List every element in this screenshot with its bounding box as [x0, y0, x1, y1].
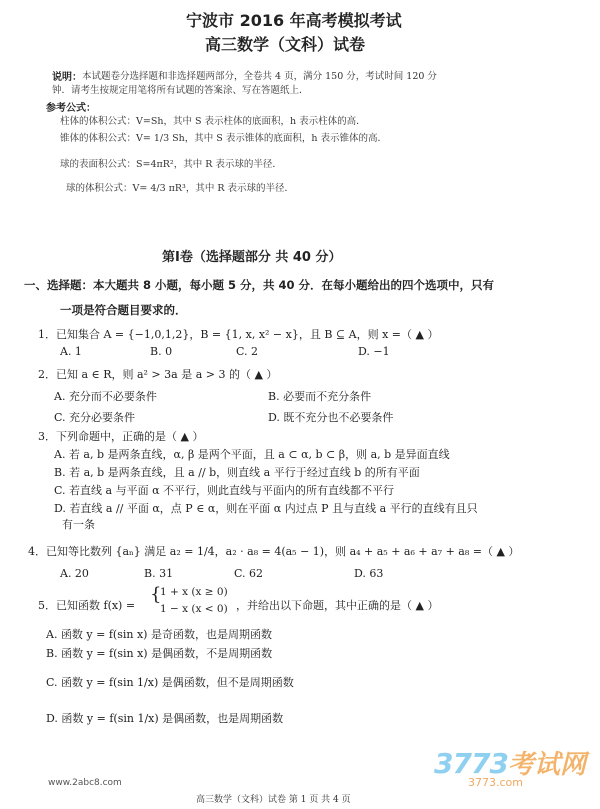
- piecewise-brace: {: [150, 584, 162, 605]
- question-3-stem: 3．下列命题中，正确的是（ ▲ ）: [38, 430, 204, 443]
- question-4-stem: 4．已知等比数列 {aₙ} 满足 a₂ = 1/4，a₂ · a₈ = 4(a₅ − 1)，则 a₄ + a₅ + a₆ + a₇ + a₈ =（ ▲ ）: [28, 545, 520, 558]
- question-5-stem: 5．已知函数 f(x) =: [38, 599, 136, 612]
- watermark-logo-text: 考试网: [507, 750, 586, 780]
- question-3-option-c: C. 若直线 a 与平面 α 不平行，则此直线与平面内的所有直线都不平行: [54, 484, 394, 497]
- formula-label: 参考公式：: [46, 103, 96, 114]
- question-5-stem-cont: ，并给出以下命题，其中正确的是（ ▲ ）: [236, 599, 439, 612]
- piecewise-case-2: 1 − x (x < 0): [160, 603, 228, 615]
- question-5-option-d: D. 函数 y = f(sin 1/x) 是偶函数，也是周期函数: [46, 712, 284, 725]
- question-3-option-d-cont: 有一条: [62, 518, 95, 531]
- notes-label: 说明：: [52, 72, 82, 83]
- formula-cone: 锥体的体积公式：V= 1/3 Sh，其中 S 表示锥体的底面积，h 表示锥体的高．: [60, 133, 387, 144]
- formula-sphere-volume: 球的体积公式：V= 4/3 πR³，其中 R 表示球的半径．: [66, 183, 295, 194]
- section-instructions: 一、选择题：本大题共 8 小题，每小题 5 分，共 40 分．在每小题给出的四个选项中，只有: [24, 278, 495, 292]
- question-4-option-a: A. 20: [60, 567, 89, 580]
- question-5-option-b: B. 函数 y = f(sin x) 是偶函数，不是周期函数: [46, 647, 273, 660]
- watermark-logo-number: 3773: [434, 747, 508, 780]
- notes-line-2: 钟．请考生按规定用笔将所有试题的答案涂、写在答题纸上．: [52, 85, 309, 96]
- question-2-option-c: C. 充分必要条件: [54, 411, 136, 424]
- question-3-option-d: D. 若直线 a // 平面 α，点 P ∈ α，则在平面 α 内过点 P 且与直线 a 平行的直线有且只: [54, 502, 478, 515]
- question-2-option-d: D. 既不充分也不必要条件: [268, 411, 394, 424]
- question-1-stem: 1．已知集合 A = {−1,0,1,2}，B = {1, x, x² − x}，且 B ⊆ A，则 x =（ ▲ ）: [38, 328, 439, 341]
- watermark-url: 3773.com: [468, 776, 523, 789]
- part-one-title: 第Ⅰ卷（选择题部分 共 40 分）: [162, 250, 342, 265]
- question-2-stem: 2．已知 a ∈ R，则 a² > 3a 是 a > 3 的（ ▲ ）: [38, 368, 278, 381]
- question-1-option-c: C. 2: [236, 345, 259, 358]
- question-3-option-a: A. 若 a, b 是两条直线，α, β 是两个平面，且 a ⊂ α, b ⊂ β，则 a, b 是异面直线: [54, 448, 450, 461]
- question-1-option-b: B. 0: [150, 345, 173, 358]
- question-5-option-c: C. 函数 y = f(sin 1/x) 是偶函数，但不是周期函数: [46, 676, 294, 689]
- formula-prism: 柱体的体积公式：V=Sh，其中 S 表示柱体的底面积，h 表示柱体的高．: [60, 116, 366, 127]
- question-4-option-c: C. 62: [234, 567, 264, 580]
- watermark-left: www.2abc8.com: [48, 778, 122, 788]
- question-2-option-b: B. 必要而不充分条件: [268, 390, 372, 403]
- question-4-option-b: B. 31: [144, 567, 174, 580]
- question-4-option-d: D. 63: [354, 567, 384, 580]
- page-footer: 高三数学（文科）试卷 第 1 页 共 4 页: [196, 795, 351, 805]
- question-1-option-d: D. −1: [358, 345, 390, 358]
- question-5-option-a: A. 函数 y = f(sin x) 是奇函数，也是周期函数: [46, 628, 272, 641]
- notes-line-1: 本试题卷分选择题和非选择题两部分，全卷共 4 页，满分 150 分，考试时间 120 分: [82, 71, 437, 82]
- question-1-option-a: A. 1: [60, 345, 82, 358]
- formula-sphere-area: 球的表面积公式：S=4πR²，其中 R 表示球的半径．: [60, 159, 282, 170]
- exam-subtitle: 高三数学（文科）试卷: [205, 35, 366, 54]
- question-2-option-a: A. 充分而不必要条件: [54, 390, 157, 403]
- question-3-option-b: B. 若 a, b 是两条直线，且 a // b，则直线 a 平行于经过直线 b 的所有平面: [54, 466, 420, 479]
- section-instructions-cont: 一项是符合题目要求的．: [60, 303, 187, 317]
- piecewise-case-1: 1 + x (x ≥ 0): [160, 586, 228, 598]
- exam-title: 宁波市 2016 年高考模拟考试: [186, 11, 402, 30]
